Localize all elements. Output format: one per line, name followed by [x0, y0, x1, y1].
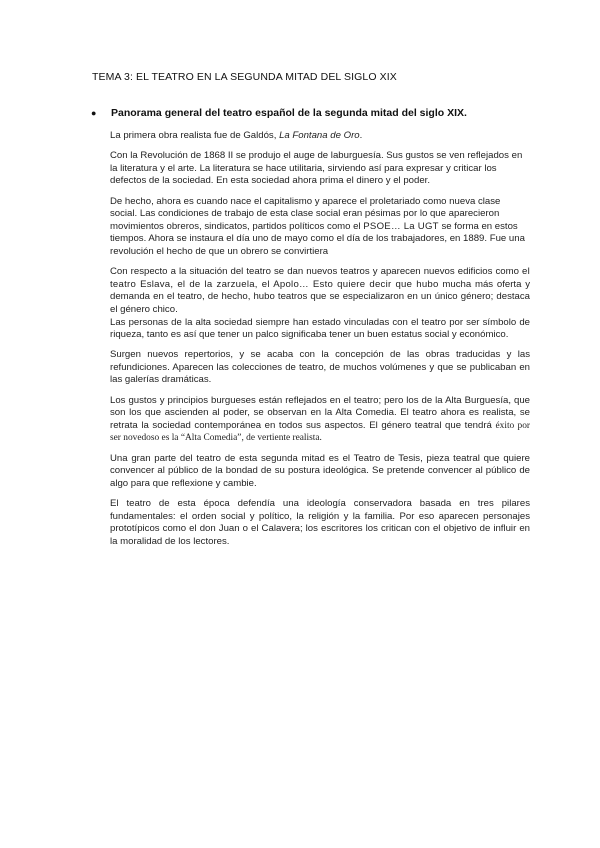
section-heading-row — [91, 107, 531, 119]
p4-c: mucha más oferta y demanda en el teatro, de hecho, hubo teatros que se especializaron en un único género; destaca el género chico. — [110, 278, 530, 315]
page-title: TEMA 3: EL TEATRO EN LA SEGUNDA MITAD DEL SIGLO XIX — [92, 71, 397, 83]
paragraph-9: El teatro de esta época defendía una ideología conservadora basada en tres pilares fundamentales: el orden social y político, la religión y la familia. Por eso aparecen personajes prototípicos como el don Juan o el Calavera; los escritores los critican con el objetivo de influir en la moralidad de los lectores. — [110, 498, 530, 547]
p4-a: Con respecto a la situación del teatro se dan nuevos teatros y aparecen nuevos edificios como — [110, 266, 523, 278]
paragraph-6: Surgen nuevos repertorios, y se acaba con la concepción de las obras traducidas y las refundiciones. Aparecen las colecciones de teatro, de muchos volúmenes y que se publicaban en las galerías dramáticas. — [110, 349, 530, 386]
work-title: La Fontana de Oro — [279, 130, 360, 141]
body-text — [110, 130, 530, 556]
p1-end: . — [359, 130, 363, 141]
paragraph-5: Las personas de la alta sociedad siempre han estado vinculadas con el teatro por ser símbolo de riqueza, tanto es así que tener un palco significaba tener un buen estatus social y económico. — [110, 316, 530, 341]
bullet-icon: ● — [91, 108, 97, 118]
paragraph-7 — [110, 395, 530, 445]
p3-b: PSOE… La UGT — [363, 220, 439, 232]
p1-text: La primera obra realista fue de Galdós, — [110, 130, 280, 141]
p3-c: se forma en estos tiempos. Ahora se instaura el día uno de mayo como el día de los trabajadores, en 1889. Fue una revolución el hecho de que un obrero se convirtiera — [110, 220, 525, 257]
section-heading: Panorama general del teatro español de la segunda mitad del siglo XIX. — [111, 107, 467, 119]
p7-b: éxito por ser novedoso es la “Alta Comedia”, de vertiente realista. — [110, 420, 531, 444]
paragraph-3 — [110, 196, 530, 259]
paragraph-2: Con la Revolución de 1868 II se produjo el auge de laburguesía. Sus gustos se ven reflejados en la literatura y el arte. La literatura se hace utilitaria, sirviendo así para expresar y criticar los defectos de la sociedad. En esta sociedad ahora prima el dinero y el poder. — [110, 150, 523, 187]
paragraph-8: Una gran parte del teatro de esta segunda mitad es el Teatro de Tesis, pieza teatral que quiere convencer al público de la bondad de su postura ideológica. Se pretende convencer al público de algo para que reflexione y cambie. — [110, 452, 530, 489]
p7-a: Los gustos y principios burgueses están reflejados en el teatro; pero los de la Alta Burguesía, que son los que ascienden al poder, se observan en la Alta Comedia. El teatro ahora es realista, se retrata la sociedad contemporánea en todos sus aspectos. El género teatral que tendrá — [110, 394, 530, 431]
paragraph-1 — [110, 130, 530, 143]
paragraph-4 — [110, 266, 530, 316]
p3-a: De hecho, ahora es cuando nace el capitalismo y aparece el proletariado como nueva clase social. Las condiciones de trabajo de esta clase social eran pésimas por lo que aparecieron movimientos obreros, sindicatos, partidos políticos como el — [110, 195, 501, 232]
p4-b: el teatro Eslava, el de la zarzuela, el Apolo… Esto quiere decir que hubo — [110, 266, 530, 290]
